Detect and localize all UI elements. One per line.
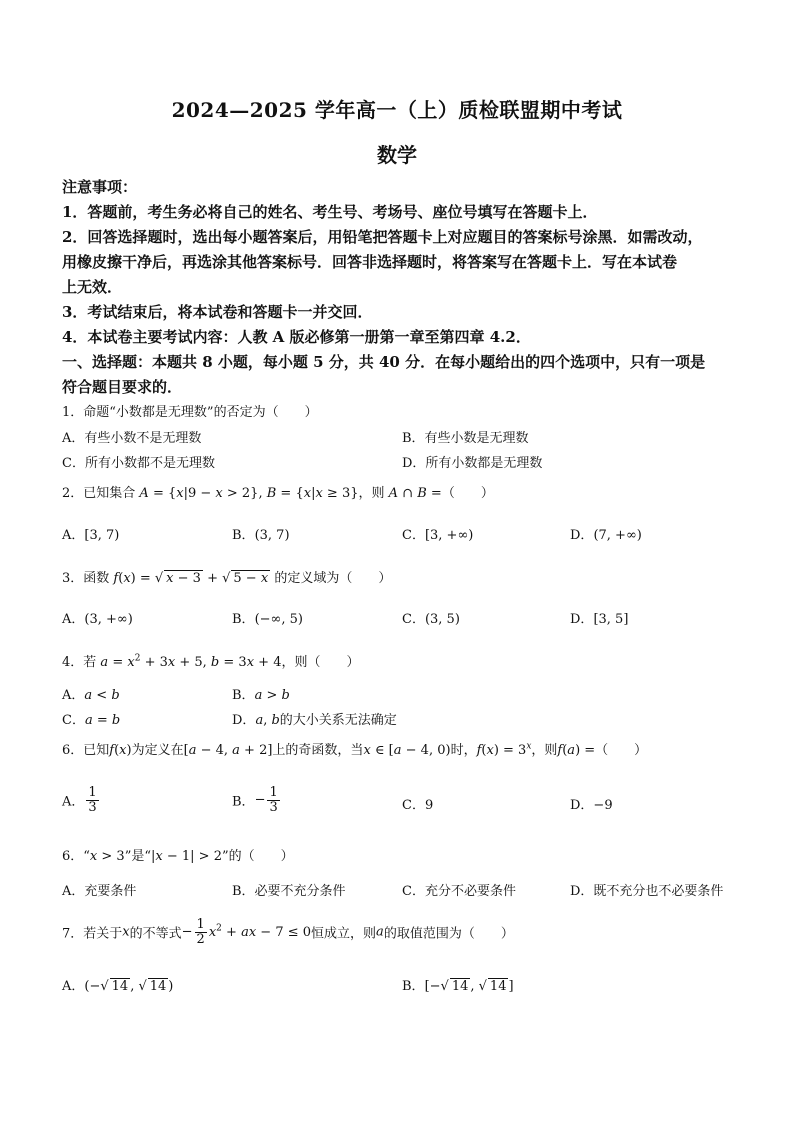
q3-option-a: A．(3, +∞) — [62, 612, 133, 627]
q3-tail: 的定义域为（ ） — [274, 571, 392, 586]
exam-title: 2024—2025 学年高一（上）质检联盟期中考试 — [171, 98, 623, 122]
q5-option-d: D．−9 — [570, 798, 613, 813]
q4-option-b: B．a > b — [232, 688, 290, 703]
q4-label: 4．若 — [62, 655, 97, 670]
q2-option-b: B．(3, 7) — [232, 528, 290, 543]
q2-tail: ，则 — [358, 486, 385, 501]
q3-option-d: D．[3, 5] — [570, 612, 629, 627]
q1-option-b: B．有些小数是无理数 — [402, 431, 529, 446]
q3-option-b: B．(−∞, 5) — [232, 612, 303, 627]
note-item: 3．考试结束后，将本试卷和答题卡一并交回． — [62, 303, 373, 321]
q3-option-c: C．(3, 5) — [402, 612, 460, 627]
q2-math-intersect: A ∩ B = — [388, 486, 442, 501]
q2-math-sets: A = {x|9 − x > 2}, B = {x|x ≥ 3} — [139, 486, 359, 501]
q2-label: 2．已知集合 — [62, 486, 136, 501]
q1-option-c: C．所有小数都不是无理数 — [62, 456, 215, 471]
q5-option-b: B．− $\frac{1}{3}$ — [232, 785, 278, 815]
q4-tail: ，则（ ） — [281, 655, 360, 670]
q4-option-d: D．a, b的大小关系无法确定 — [232, 713, 397, 728]
note-item: 上无效． — [62, 278, 123, 296]
q2-option-a: A．[3, 7) — [62, 528, 120, 543]
q4-math: $a = x^2 + 3x + 5$, b = 3x + 4 — [100, 653, 282, 670]
section-heading: 一、选择题：本题共 8 小题，每小题 5 分，共 40 分．在每小题给出的四个选项中，只有一项是 — [62, 353, 706, 371]
q2-option-d: D．(7, +∞) — [570, 528, 642, 543]
q6-option-a: A．充要条件 — [62, 884, 137, 899]
note-item: 1．答题前，考生务必将自己的姓名、考生号、考场号、座位号填写在答题卡上． — [62, 203, 598, 221]
q5-option-a: A． $\frac{1}{3}$ — [62, 785, 97, 815]
q6-option-c: C．充分不必要条件 — [402, 884, 516, 899]
subject-title: 数学 — [377, 143, 417, 167]
question-4-stem — [62, 651, 359, 670]
q4-option-a: A．a < b — [62, 688, 120, 703]
q2-paren: （ ） — [441, 486, 494, 501]
section-heading-cont: 符合题目要求的． — [62, 378, 183, 396]
question-7-stem: 7．若关于x的不等式− $\frac{1}{2}$ $x^2$ + ax − 7 ≤ 0恒成立，则a的取值范围为（ ） — [62, 917, 514, 947]
q4-option-c: C．a = b — [62, 713, 121, 728]
question-3-stem — [62, 567, 391, 586]
q3-label: 3．函数 — [62, 571, 110, 586]
question-5-stem: 6．已知f(x)为定义在[a − 4, a + 2]上的奇函数，当x ∈ [a − 4, 0)时，$f(x) = 3^x$，则f(a) =（ ） — [62, 741, 648, 758]
q2-option-c: C．[3, +∞) — [402, 528, 474, 543]
q7-option-b: B．[−√ 14 , √ 14 ] — [402, 979, 514, 994]
note-item: 4．本试卷主要考试内容：人教 A 版必修第一册第一章至第四章 4.2． — [62, 328, 531, 346]
question-1-stem: 1．命题“小数都是无理数”的否定为（ ） — [62, 405, 318, 420]
notes-heading: 注意事项： — [62, 178, 138, 196]
q1-option-a: A．有些小数不是无理数 — [62, 431, 202, 446]
q5-option-c: C．9 — [402, 798, 434, 813]
question-6-stem: 6．“x > 3”是“|x − 1| > 2”的（ ） — [62, 849, 294, 864]
q7-option-a: A．(−√ 14 , √ 14 ) — [62, 979, 174, 994]
q6-option-d: D．既不充分也不必要条件 — [570, 884, 724, 899]
q6-option-b: B．必要不充分条件 — [232, 884, 346, 899]
q3-math-function: f(x) = √ x − 3 + √ 5 − x — [113, 571, 269, 586]
note-item: 用橡皮擦干净后，再选涂其他答案标号．回答非选择题时，将答案写在答题卡上．写在本试卷 — [62, 253, 678, 271]
note-item: 2．回答选择题时，选出每小题答案后，用铅笔把答题卡上对应题目的答案标号涂黑．如需改动， — [62, 228, 703, 246]
q1-option-d: D．所有小数都是无理数 — [402, 456, 543, 471]
question-2-stem — [62, 482, 494, 501]
